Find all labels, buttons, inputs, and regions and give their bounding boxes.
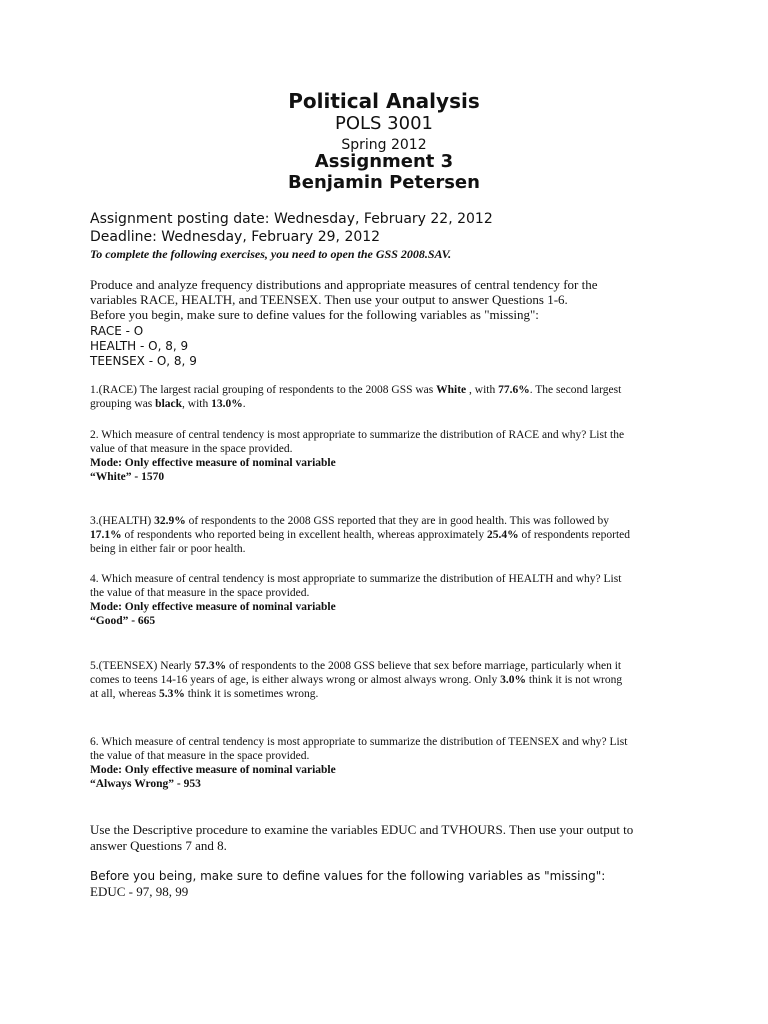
missing-values-list: RACE - O HEALTH - O, 8, 9 TEENSEX - O, 8, 9 [90,324,197,368]
assignment-number: Assignment 3 [314,151,454,172]
q4-answer-mode: Mode: Only effective measure of nominal variable [90,601,336,613]
question-4: 4. Which measure of central tendency is most appropriate to summarize the distribution of HEALTH and why? List the value of that measure in the space provided. Mode: Only effective measure of nominal variable “Good” - 665 [90,572,690,628]
instruction: To complete the following exercises, you need to open the GSS 2008.SAV. [90,247,452,261]
question-6: 6. Which measure of central tendency is most appropriate to summarize the distribution of TEENSEX and why? List the value of that measure in the space provided. Mode: Only effective measure of nominal variable “Always Wrong” - 953 [90,735,690,791]
q2-answer-mode: Mode: Only effective measure of nominal variable [90,457,336,469]
descriptive-instructions: Use the Descriptive procedure to examine the variables EDUC and TVHOURS. Then use your output to answer Questions 7 and 8. [90,822,634,853]
question-2: 2. Which measure of central tendency is most appropriate to summarize the distribution of RACE and why? List the value of that measure in the space provided. Mode: Only effective measure of nominal variable “White” - 1570 [90,428,690,484]
term: Spring 2012 [341,137,427,153]
posting-date: Assignment posting date: Wednesday, February 22, 2012 [90,211,493,227]
question-3: 3.(HEALTH) 32.9% of respondents to the 2008 GSS reported that they are in good health. This was followed by 17.1% of respondents who reported being in excellent health, whereas approximately 25.4% of respondents reported being in either fair or poor health. [90,515,631,555]
q4-answer-value: “Good” - 665 [90,615,156,627]
q2-answer-value: “White” - 1570 [90,471,165,483]
author-name: Benjamin Petersen [288,172,480,193]
course-code: POLS 3001 [334,113,433,134]
descriptive-missing: Before you being, make sure to define values for the following variables as "missing": [90,869,606,883]
question-1: 1.(RACE) The largest racial grouping of respondents to the 2008 GSS was White , with 77.6%. The second largest grouping was black, with 13.0%. [90,384,622,410]
question-5: 5.(TEENSEX) Nearly 57.3% of respondents to the 2008 GSS believe that sex before marriage, particularly when it comes to teens 14-16 years of age, is either always wrong or almost always wrong. Only 3.0% think it is not wrong at all, whereas 5.3% think it is sometimes wrong. [90,660,623,700]
educ-missing: EDUC - 97, 98, 99 [90,884,189,899]
document-title: Political Analysis [288,89,480,113]
deadline: Deadline: Wednesday, February 29, 2012 [90,229,381,245]
q6-answer-mode: Mode: Only effective measure of nominal variable [90,764,336,776]
intro-paragraph: Produce and analyze frequency distributions and appropriate measures of central tendency for the variables RACE, HEALTH, and TEENSEX. Then use your output to answer Questions 1-6. Before you begin, make sure to define values for the following variables as "missing": [90,277,598,322]
q6-answer-value: “Always Wrong” - 953 [90,778,201,790]
